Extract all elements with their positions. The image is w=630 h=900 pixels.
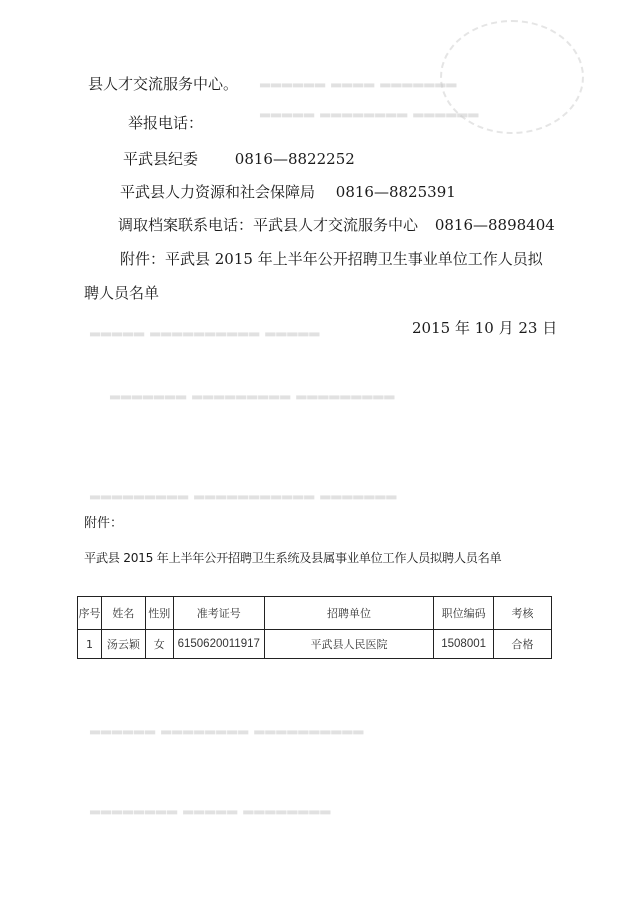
column-header: 招聘单位 <box>264 597 433 630</box>
bleed-through-text: ▂▂▂▂▂ ▂▂▂▂▂▂▂▂ ▂▂▂▂▂▂ <box>260 103 480 118</box>
contact-phone: 0816—8825391 <box>335 183 456 201</box>
contact-name: 平武县人力资源和社会保障局 <box>120 183 316 201</box>
cell-exam-number: 6150620011917 <box>173 630 264 659</box>
column-header: 考核 <box>494 597 552 630</box>
cell-employer: 平武县人民医院 <box>264 630 433 659</box>
table-row <box>78 630 552 659</box>
notice-continuation: 县人才交流服务中心。 <box>88 75 239 93</box>
contact-name: 平武县纪委 <box>123 150 199 168</box>
bleed-through-text: ▂▂▂▂▂▂▂▂▂ ▂▂▂▂▂▂▂▂▂▂▂ ▂▂▂▂▂▂▂ <box>90 485 398 500</box>
archive-contact-name: 平武县人才交流服务中心 <box>253 216 419 234</box>
column-header: 姓名 <box>101 597 145 630</box>
appendix-label: 附件： <box>84 516 124 531</box>
cell-index: 1 <box>78 630 102 659</box>
archive-contact-phone: 0816—8898404 <box>434 216 555 234</box>
archive-contact-label: 调取档案联系电话： <box>118 216 254 234</box>
bleed-through-text: ▂▂▂▂▂▂ ▂▂▂▂ ▂▂▂▂▂▂▂ <box>260 73 458 88</box>
bleed-through-text: ▂▂▂▂▂▂ ▂▂▂▂▂▂▂▂ ▂▂▂▂▂▂▂▂▂▂ <box>90 720 365 735</box>
notice-date: 2015 年 10 月 23 日 <box>412 319 558 337</box>
contact-row <box>123 148 355 169</box>
table-header-row <box>78 597 552 630</box>
cell-gender: 女 <box>145 630 173 659</box>
attachment-line: 聘人员名单 <box>84 284 160 302</box>
bleed-through-text: ▂▂▂▂▂▂▂▂ ▂▂▂▂▂ ▂▂▂▂▂▂▂▂ <box>90 800 332 815</box>
column-header: 序号 <box>78 597 102 630</box>
column-header: 职位编码 <box>434 597 494 630</box>
attachment-line: 附件：平武县 2015 年上半年公开招聘卫生事业单位工作人员拟 <box>120 250 543 268</box>
archive-contact-row <box>118 214 555 235</box>
column-header: 准考证号 <box>173 597 264 630</box>
appendix-title: 平武县 2015 年上半年公开招聘卫生系统及县属事业单位工作人员拟聘人员名单 <box>84 551 502 565</box>
cell-name: 汤云颖 <box>101 630 145 659</box>
contact-phone: 0816—8822252 <box>234 150 355 168</box>
report-heading: 举报电话： <box>128 114 204 132</box>
cell-assessment: 合格 <box>494 630 552 659</box>
cell-position-code: 1508001 <box>434 630 494 659</box>
column-header: 性别 <box>145 597 173 630</box>
bleed-through-text: ▂▂▂▂▂ ▂▂▂▂▂▂▂▂▂▂ ▂▂▂▂▂ <box>90 322 321 337</box>
contact-row <box>120 181 456 202</box>
hiring-roster-table <box>77 596 552 659</box>
bleed-through-text: ▂▂▂▂▂▂▂ ▂▂▂▂▂▂▂▂▂ ▂▂▂▂▂▂▂▂▂ <box>110 385 396 400</box>
